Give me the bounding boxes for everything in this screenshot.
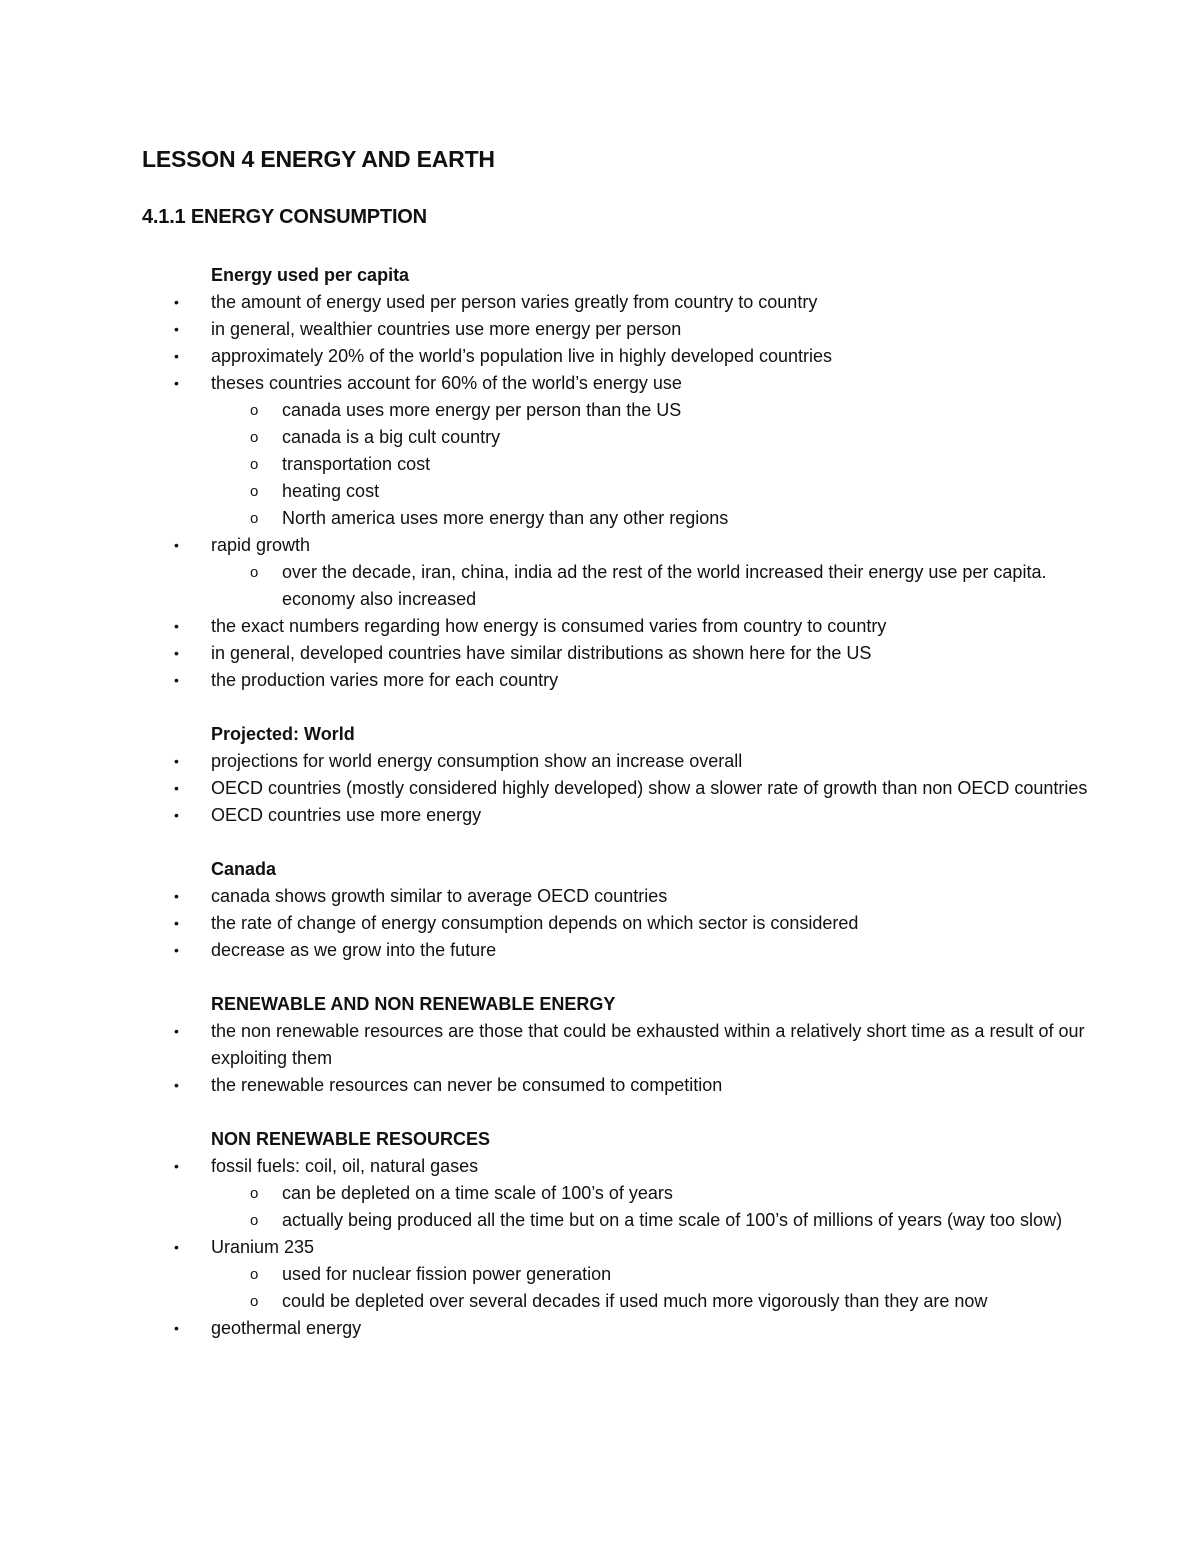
bullet-text: theses countries account for 60% of the world’s energy use: [211, 373, 682, 393]
bullet-text: canada is a big cult country: [282, 427, 501, 447]
bullet-item: [174, 289, 1091, 316]
bullet-icon: •: [174, 1239, 179, 1255]
bullet-icon: •: [174, 915, 179, 931]
bullet-text: in general, developed countries have similar distributions as shown here for the US: [211, 643, 872, 663]
sub-bullet-icon: o: [250, 1185, 259, 1202]
sub-bullet-icon: o: [250, 483, 259, 500]
bullet-icon: •: [174, 537, 179, 553]
bullet-text: geothermal energy: [211, 1318, 362, 1338]
bullet-item: [174, 1018, 1091, 1072]
section-heading: RENEWABLE AND NON RENEWABLE ENERGY: [211, 994, 616, 1014]
sub-bullet-icon: o: [250, 402, 259, 419]
bullet-item: [174, 937, 1091, 964]
bullet-icon: •: [174, 618, 179, 634]
sub-bullet-item: [250, 424, 1072, 451]
bullet-text: canada uses more energy per person than the US: [282, 400, 682, 420]
bullet-text: the exact numbers regarding how energy is consumed varies from country to country: [211, 616, 887, 636]
notes-section: [0, 262, 1200, 694]
bullet-item: [174, 532, 1091, 559]
bullet-text: canada shows growth similar to average OECD countries: [211, 886, 668, 906]
bullet-icon: •: [174, 753, 179, 769]
sub-bullet-item: [250, 1207, 1072, 1234]
section-heading: Canada: [211, 859, 277, 879]
bullet-icon: •: [174, 348, 179, 364]
bullet-text: can be depleted on a time scale of 100’s of years: [282, 1183, 673, 1203]
bullet-text: the production varies more for each country: [211, 670, 559, 690]
bullet-text: could be depleted over several decades if used much more vigorously than they are now: [282, 1291, 988, 1311]
notes-section: [0, 856, 1200, 964]
bullet-icon: •: [174, 294, 179, 310]
bullet-item: [174, 748, 1091, 775]
bullet-icon: •: [174, 807, 179, 823]
bullet-text: OECD countries use more energy: [211, 805, 482, 825]
section-heading: Projected: World: [211, 724, 355, 744]
bullet-text: the rate of change of energy consumption depends on which sector is considered: [211, 913, 859, 933]
bullet-icon: •: [174, 1023, 179, 1039]
section-heading: Energy used per capita: [211, 265, 410, 285]
bullet-item: [174, 316, 1091, 343]
bullet-icon: •: [174, 942, 179, 958]
sub-bullet-item: [250, 478, 1072, 505]
sub-bullet-icon: o: [250, 1266, 259, 1283]
bullet-text: actually being produced all the time but on a time scale of 100’s of millions of years (way too slow): [282, 1210, 1063, 1230]
bullet-icon: •: [174, 780, 179, 796]
sub-bullet-item: [250, 1261, 1072, 1288]
bullet-icon: •: [174, 375, 179, 391]
bullet-item: [174, 1072, 1091, 1099]
section-heading: NON RENEWABLE RESOURCES: [211, 1129, 491, 1149]
sub-bullet-icon: o: [250, 456, 259, 473]
sub-bullet-item: [250, 1288, 1072, 1315]
bullet-item: [174, 1315, 1091, 1342]
bullet-item: [174, 667, 1091, 694]
bullet-text: in general, wealthier countries use more energy per person: [211, 319, 682, 339]
sub-bullet-item: [250, 451, 1072, 478]
page-title: LESSON 4 ENERGY AND EARTH: [142, 146, 495, 172]
bullet-item: [174, 1153, 1091, 1180]
sub-bullet-icon: o: [250, 510, 259, 527]
bullet-item: [174, 613, 1091, 640]
bullet-text: transportation cost: [282, 454, 431, 474]
bullet-text: the non renewable resources are those that could be exhausted within a relatively short time as a result of our exploiting them: [211, 1021, 1085, 1068]
notes-section: [0, 991, 1200, 1099]
sub-bullet-icon: o: [250, 564, 259, 581]
bullet-text: decrease as we grow into the future: [211, 940, 497, 960]
sub-bullet-item: [250, 1180, 1072, 1207]
bullet-item: [174, 802, 1091, 829]
notes-section: [0, 1126, 1200, 1342]
bullet-text: heating cost: [282, 481, 380, 501]
bullet-icon: •: [174, 1158, 179, 1174]
bullet-text: OECD countries (mostly considered highly developed) show a slower rate of growth than non OECD countries: [211, 778, 1088, 798]
bullet-icon: •: [174, 1077, 179, 1093]
bullet-item: [174, 910, 1091, 937]
sub-bullet-icon: o: [250, 1293, 259, 1310]
sub-bullet-item: [250, 397, 1072, 424]
sub-bullet-icon: o: [250, 1212, 259, 1229]
section-title: 4.1.1 ENERGY CONSUMPTION: [142, 206, 427, 228]
bullet-text: the renewable resources can never be consumed to competition: [211, 1075, 723, 1095]
sub-bullet-item: [250, 505, 1072, 532]
bullet-item: [174, 640, 1091, 667]
bullet-text: over the decade, iran, china, india ad the rest of the world increased their energy use per capita. economy also increased: [282, 562, 1047, 609]
bullet-text: projections for world energy consumption show an increase overall: [211, 751, 743, 771]
bullet-text: used for nuclear fission power generation: [282, 1264, 612, 1284]
bullet-text: approximately 20% of the world’s population live in highly developed countries: [211, 346, 833, 366]
bullet-text: the amount of energy used per person varies greatly from country to country: [211, 292, 818, 312]
bullet-text: rapid growth: [211, 535, 311, 555]
bullet-text: Uranium 235: [211, 1237, 315, 1257]
bullet-icon: •: [174, 645, 179, 661]
bullet-item: [174, 343, 1091, 370]
bullet-icon: •: [174, 1320, 179, 1336]
bullet-icon: •: [174, 672, 179, 688]
sub-bullet-item: [250, 559, 1072, 613]
notes-body: [0, 262, 1200, 1369]
bullet-text: fossil fuels: coil, oil, natural gases: [211, 1156, 479, 1176]
sub-bullet-icon: o: [250, 429, 259, 446]
bullet-item: [174, 883, 1091, 910]
bullet-item: [174, 370, 1091, 397]
bullet-icon: •: [174, 321, 179, 337]
bullet-icon: •: [174, 888, 179, 904]
notes-section: [0, 721, 1200, 829]
bullet-text: North america uses more energy than any other regions: [282, 508, 729, 528]
bullet-item: [174, 775, 1091, 802]
bullet-item: [174, 1234, 1091, 1261]
